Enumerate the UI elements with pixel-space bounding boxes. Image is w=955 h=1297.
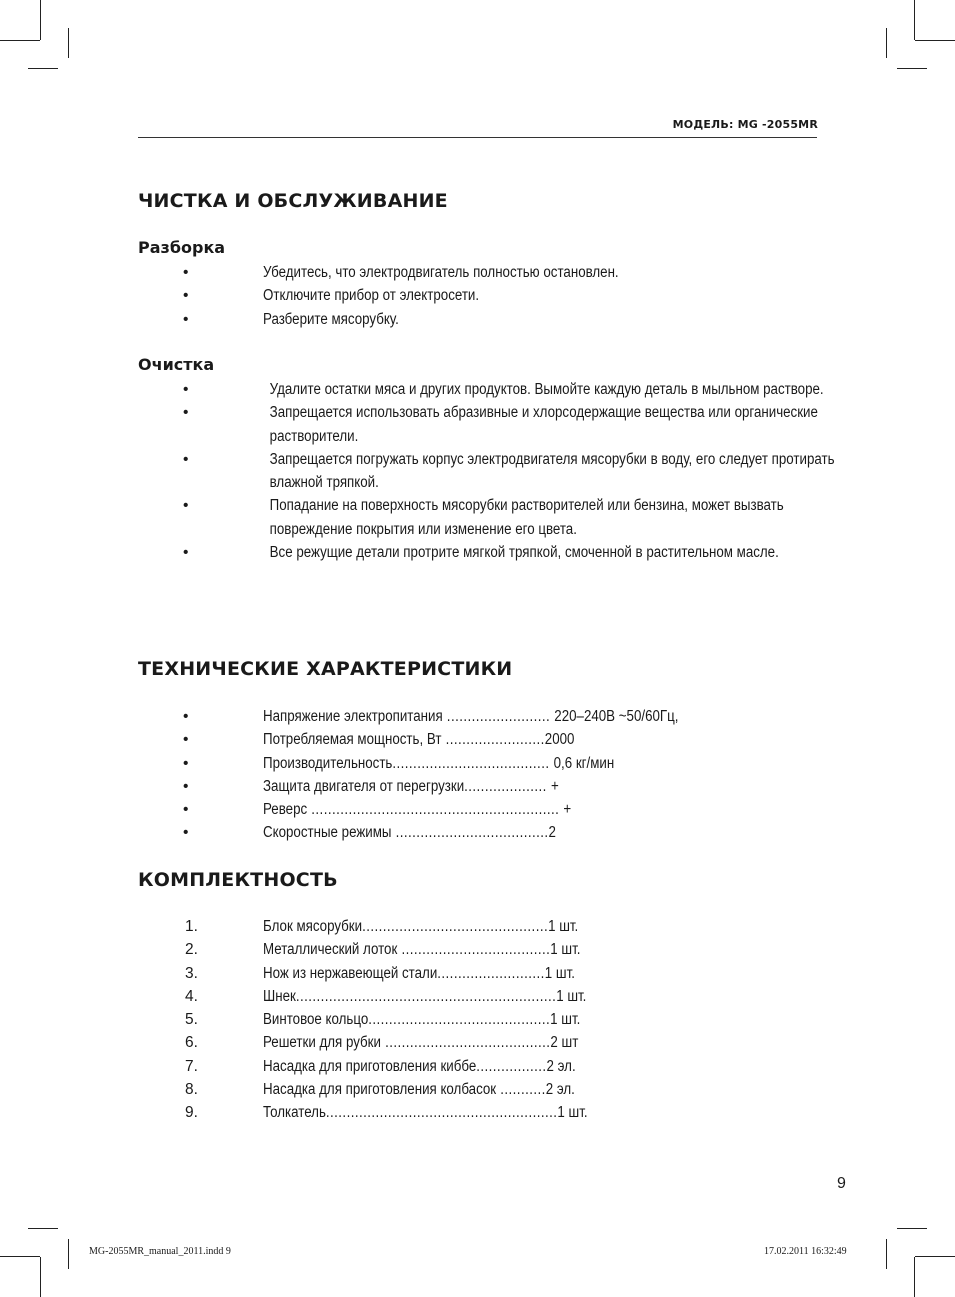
dot-leader: ........................................................ xyxy=(325,1104,558,1122)
dot-leader: ........... xyxy=(496,1081,546,1099)
list-item: • Удалите остатки мяса и других продуктов. Вымойте каждую деталь в мыльном растворе. xyxy=(0,378,821,401)
spec-item xyxy=(0,798,821,821)
bullet: • xyxy=(183,310,189,328)
item-number: 5. xyxy=(185,1011,198,1029)
item-qty: 1 шт. xyxy=(548,918,579,935)
item-label: Толкатель xyxy=(263,1104,326,1122)
bullet: • xyxy=(183,824,189,842)
dot-leader: ........................................ xyxy=(380,1034,551,1052)
bullet: • xyxy=(183,404,189,422)
contents-item xyxy=(0,1055,821,1078)
item-number: 7. xyxy=(185,1057,198,1075)
model-label: МОДЕЛЬ: MG -2055MR xyxy=(672,118,818,131)
item-label: Насадка для приготовления колбасок xyxy=(263,1081,497,1099)
contents-title: КОМПЛЕКТНОСТЬ xyxy=(138,869,338,891)
bullet: • xyxy=(183,777,189,795)
crop-mark xyxy=(40,1257,41,1297)
item-label: Шнек xyxy=(263,987,296,1005)
spec-value: + xyxy=(563,801,572,819)
bullet: • xyxy=(183,287,189,305)
spec-item xyxy=(0,821,821,844)
contents-item xyxy=(0,962,821,985)
crop-mark xyxy=(28,1228,58,1229)
spec-item xyxy=(0,728,821,751)
dot-leader: ............................................................ xyxy=(307,801,564,819)
spec-label: Скоростные режимы xyxy=(263,824,392,842)
item-number: 3. xyxy=(185,964,198,982)
list-item: • Убедитесь, что электродвигатель полностью остановлен. xyxy=(0,261,821,284)
page-number: 9 xyxy=(837,1175,846,1192)
dot-leader: ............................................. xyxy=(362,918,549,935)
bullet: • xyxy=(183,754,189,772)
cleaning-title: ЧИСТКА И ОБСЛУЖИВАНИЕ xyxy=(138,190,448,212)
item-number: 4. xyxy=(185,987,198,1005)
dot-leader: ...................................... xyxy=(392,754,554,772)
spec-value: 220–240В ~50/60Гц, xyxy=(554,708,679,725)
dot-leader: ..................................... xyxy=(391,824,549,842)
specs-title: ТЕХНИЧЕСКИЕ ХАРАКТЕРИСТИКИ xyxy=(138,658,513,680)
footer-file-name: MG-2055MR_manual_2011.indd 9 xyxy=(89,1246,231,1257)
crop-mark xyxy=(68,1239,69,1269)
item-qty: 2 эл. xyxy=(546,1057,576,1075)
disassembly-title: Разборка xyxy=(138,238,226,257)
crop-mark xyxy=(886,28,887,58)
dot-leader: ............................................................... xyxy=(295,987,557,1005)
spec-label: Производительность xyxy=(263,754,393,772)
list-item: • Запрещается погружать корпус электродвигателя мясорубки в воду, его следует протирать влажной тряпкой. xyxy=(0,448,821,495)
crop-mark xyxy=(28,68,58,69)
spec-value: 2 xyxy=(548,824,556,842)
bullet: • xyxy=(183,450,189,468)
item-qty: 1 шт. xyxy=(556,987,587,1005)
bullet: • xyxy=(183,544,189,562)
dot-leader: .................................... xyxy=(397,941,551,959)
contents-item xyxy=(0,915,821,938)
crop-mark xyxy=(0,1256,40,1257)
bullet: • xyxy=(183,801,189,819)
crop-mark xyxy=(914,1257,915,1297)
header-rule xyxy=(138,137,817,138)
bullet: • xyxy=(183,381,189,398)
item-qty: 1 шт. xyxy=(544,964,575,982)
item-label: Металлический лоток xyxy=(263,941,398,959)
item-qty: 2 шт xyxy=(550,1034,579,1052)
contents-item xyxy=(0,1031,821,1054)
item-number: 2. xyxy=(185,941,198,959)
item-label: Блок мясорубки xyxy=(263,918,363,935)
crop-mark xyxy=(915,1256,955,1257)
crop-mark xyxy=(897,68,927,69)
dot-leader: .......................... xyxy=(437,964,545,982)
washing-list xyxy=(0,378,835,564)
item-label: Винтовое кольцо xyxy=(263,1011,369,1029)
bullet: • xyxy=(183,731,189,749)
bullet: • xyxy=(183,497,189,515)
crop-mark xyxy=(886,1239,887,1269)
dot-leader: .................... xyxy=(464,777,551,795)
contents-item xyxy=(0,1101,821,1124)
item-qty: 2 эл. xyxy=(545,1081,575,1099)
item-qty: 1 шт. xyxy=(550,941,581,959)
spec-value: 0,6 кг/мин xyxy=(553,754,615,772)
item-number: 8. xyxy=(185,1081,198,1099)
list-item: • Запрещается использовать абразивные и хлорсодержащие вещества или органические растворители. xyxy=(0,401,821,448)
spec-item xyxy=(0,775,821,798)
dot-leader: ................. xyxy=(476,1057,547,1075)
spec-label: Защита двигателя от перегрузки xyxy=(263,777,465,795)
spec-label: Реверс xyxy=(263,801,308,819)
spec-item xyxy=(0,705,821,728)
item-label: Нож из нержавеющей стали xyxy=(263,964,438,982)
list-item: • Все режущие детали протрите мягкой тряпкой, смоченной в растительном масле. xyxy=(0,541,821,564)
bullet: • xyxy=(183,264,189,281)
item-label: Решетки для рубки xyxy=(263,1034,381,1052)
item-number: 1. xyxy=(185,918,198,935)
list-item: • Попадание на поверхность мясорубки растворителей или бензина, может вызвать повреждение покрытия или изменение его цвета. xyxy=(0,494,821,541)
item-qty: 1 шт. xyxy=(557,1104,588,1122)
washing-title: Очистка xyxy=(138,355,215,374)
crop-mark xyxy=(897,1228,927,1229)
contents-item xyxy=(0,985,821,1008)
contents-item xyxy=(0,938,821,961)
list-item: • Отключите прибор от электросети. xyxy=(0,284,821,307)
contents-item xyxy=(0,1078,821,1101)
item-qty: 1 шт. xyxy=(550,1011,581,1029)
dot-leader: ........................ xyxy=(441,731,545,749)
contents-list xyxy=(0,915,821,1125)
spec-label: Напряжение электропитания xyxy=(263,708,443,725)
crop-mark xyxy=(68,28,69,58)
spec-value: 2000 xyxy=(544,731,575,749)
spec-label: Потребляемая мощность, Вт xyxy=(263,731,442,749)
dot-leader: ............................................ xyxy=(368,1011,551,1029)
list-item: • Разберите мясорубку. xyxy=(0,308,821,331)
item-number: 9. xyxy=(185,1104,198,1122)
spec-item xyxy=(0,752,821,775)
disassembly-list xyxy=(0,261,821,331)
crop-mark xyxy=(0,40,40,41)
spec-value: + xyxy=(550,777,559,795)
crop-mark xyxy=(40,0,41,40)
item-number: 6. xyxy=(185,1034,198,1052)
footer-timestamp: 17.02.2011 16:32:49 xyxy=(764,1246,847,1257)
bullet: • xyxy=(183,708,189,725)
dot-leader: ......................... xyxy=(442,708,555,725)
crop-mark xyxy=(915,40,955,41)
crop-mark xyxy=(914,0,915,40)
contents-item xyxy=(0,1008,821,1031)
item-label: Насадка для приготовления киббе xyxy=(263,1057,477,1075)
specs-list xyxy=(0,705,821,845)
